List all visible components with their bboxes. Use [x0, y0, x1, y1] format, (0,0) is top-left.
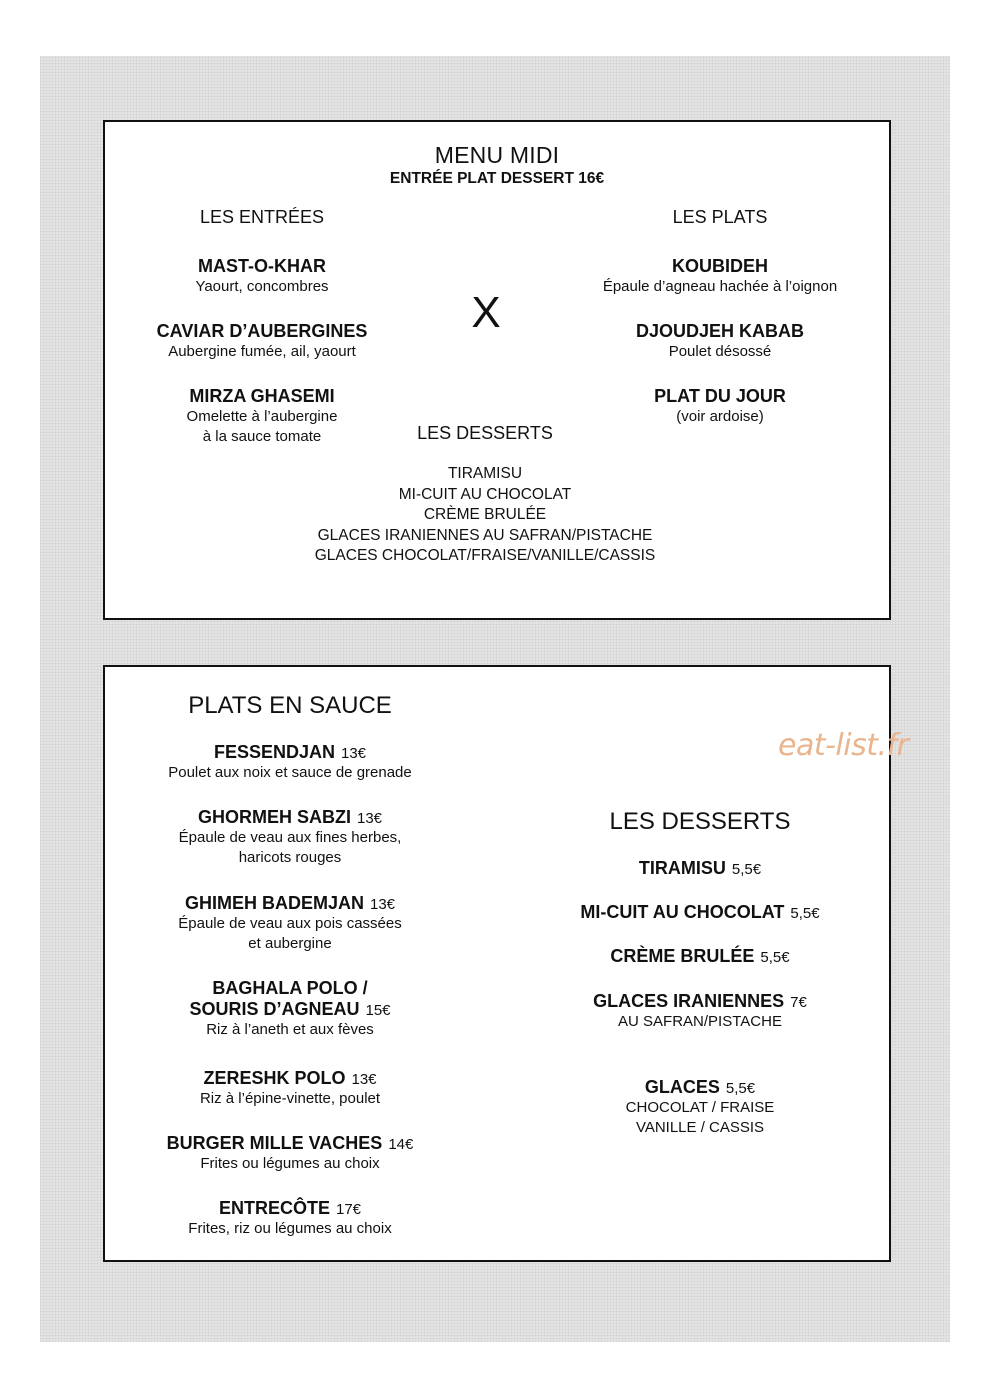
- sauce-item: [130, 893, 450, 954]
- dessert-price: 5,5€: [760, 949, 790, 966]
- sauce-item: [130, 1133, 450, 1174]
- entree-desc: à la sauce tomate: [202, 428, 322, 445]
- menu-dessert-item: CRÈME BRULÉE: [423, 506, 547, 523]
- dessert-desc: AU SAFRAN/PISTACHE: [618, 1013, 782, 1030]
- dessert-item: [540, 902, 860, 923]
- menu-dessert-item: GLACES CHOCOLAT/FRAISE/VANILLE/CASSIS: [314, 547, 656, 564]
- menu-dessert-item: TIRAMISU: [447, 465, 523, 482]
- plat-desc: Épaule d’agneau hachée à l’oignon: [602, 278, 838, 295]
- sauce-name: FESSENDJAN: [213, 742, 335, 762]
- sauce-desc: Épaule de veau aux fines herbes,: [178, 829, 402, 846]
- dessert-item: [540, 858, 860, 879]
- plat-desc: (voir ardoise): [676, 408, 764, 425]
- sauce-desc: haricots rouges: [238, 849, 342, 866]
- plats-heading: LES PLATS: [672, 207, 768, 227]
- dessert-desc: VANILLE / CASSIS: [635, 1119, 765, 1136]
- dessert-name: GLACES IRANIENNES: [593, 991, 785, 1011]
- menu-dessert-item: GLACES IRANIENNES AU SAFRAN/PISTACHE: [317, 526, 653, 544]
- sauce-price: 13€: [351, 1071, 377, 1088]
- dessert-price: 5,5€: [790, 905, 820, 922]
- entree-desc: Aubergine fumée, ail, yaourt: [168, 343, 356, 360]
- sauce-price: 13€: [356, 810, 383, 827]
- sauce-price: 14€: [388, 1136, 414, 1153]
- menu-midi-title: MENU MIDI: [434, 142, 560, 168]
- sauce-desc: et aubergine: [248, 935, 332, 952]
- sauce-name: BAGHALA POLO /: [212, 978, 368, 998]
- sauce-price: 17€: [335, 1201, 362, 1218]
- dessert-desc: CHOCOLAT / FRAISE: [625, 1099, 775, 1116]
- menu-dessert-item: MI-CUIT AU CHOCOLAT: [398, 485, 572, 503]
- sauce-desc: Frites ou légumes au choix: [200, 1155, 380, 1172]
- sauce-price: 15€: [365, 1002, 391, 1019]
- sauce-name: ZERESHK POLO: [203, 1068, 346, 1088]
- plat-name: DJOUDJEH KABAB: [635, 321, 805, 341]
- plat-name: KOUBIDEH: [671, 256, 768, 276]
- dessert-name: TIRAMISU: [638, 858, 726, 878]
- dessert-price: 5,5€: [725, 1080, 756, 1097]
- entree-name: CAVIAR D’AUBERGINES: [156, 321, 368, 341]
- plat-item: [560, 321, 880, 362]
- sauce-name: ENTRECÔTE: [218, 1198, 330, 1218]
- menu-midi-subtitle: ENTRÉE PLAT DESSERT 16€: [389, 170, 605, 187]
- desserts-heading: LES DESSERTS: [609, 808, 791, 835]
- dessert-name: GLACES: [644, 1077, 720, 1097]
- sauce-price: 13€: [369, 896, 396, 913]
- dessert-price: 5,5€: [731, 861, 762, 878]
- entree-name: MAST-O-KHAR: [198, 256, 326, 276]
- sauce-price: 13€: [341, 745, 367, 762]
- dessert-price: 7€: [790, 994, 807, 1011]
- sauce-name: GHORMEH SABZI: [197, 807, 351, 827]
- dessert-name: CRÈME BRULÉE: [610, 946, 755, 966]
- plat-item: [560, 386, 880, 427]
- separator-x: X: [471, 288, 501, 337]
- sauce-desc: Frites, riz ou légumes au choix: [188, 1220, 392, 1237]
- watermark-logo: eat-list.fr: [778, 728, 909, 763]
- sauce-item: [130, 1068, 450, 1109]
- sauce-desc: Poulet aux noix et sauce de grenade: [168, 764, 412, 781]
- sauce-item: [130, 807, 450, 868]
- dessert-item: [540, 991, 860, 1032]
- plats-en-sauce-heading: PLATS EN SAUCE: [188, 692, 392, 719]
- plat-item: [560, 256, 880, 297]
- entree-item: [122, 321, 402, 362]
- dessert-item: [540, 1077, 860, 1138]
- sauce-desc: Riz à l’épine-vinette, poulet: [199, 1090, 381, 1107]
- dessert-name: MI-CUIT AU CHOCOLAT: [580, 902, 785, 922]
- plat-desc: Poulet désossé: [668, 343, 772, 360]
- plat-name: PLAT DU JOUR: [654, 386, 786, 406]
- menu-desserts-heading: LES DESSERTS: [417, 423, 553, 443]
- sauce-name: SOURIS D’AGNEAU: [189, 999, 360, 1019]
- entree-name: MIRZA GHASEMI: [189, 386, 335, 406]
- sauce-name: GHIMEH BADEMJAN: [184, 893, 364, 913]
- entree-desc: Yaourt, concombres: [195, 278, 329, 295]
- dessert-item: [540, 946, 860, 967]
- sauce-name: BURGER MILLE VACHES: [166, 1133, 383, 1153]
- sauce-desc: Riz à l’aneth et aux fèves: [206, 1021, 374, 1038]
- sauce-item: [130, 742, 450, 783]
- sauce-item: [130, 1198, 450, 1239]
- entrees-heading: LES ENTRÉES: [199, 207, 325, 227]
- menu-desserts-list: [270, 464, 700, 567]
- sauce-item: [130, 978, 450, 1040]
- entree-desc: Omelette à l’aubergine: [186, 408, 338, 425]
- entree-item: [122, 256, 402, 297]
- sauce-desc: Épaule de veau aux pois cassées: [178, 915, 402, 932]
